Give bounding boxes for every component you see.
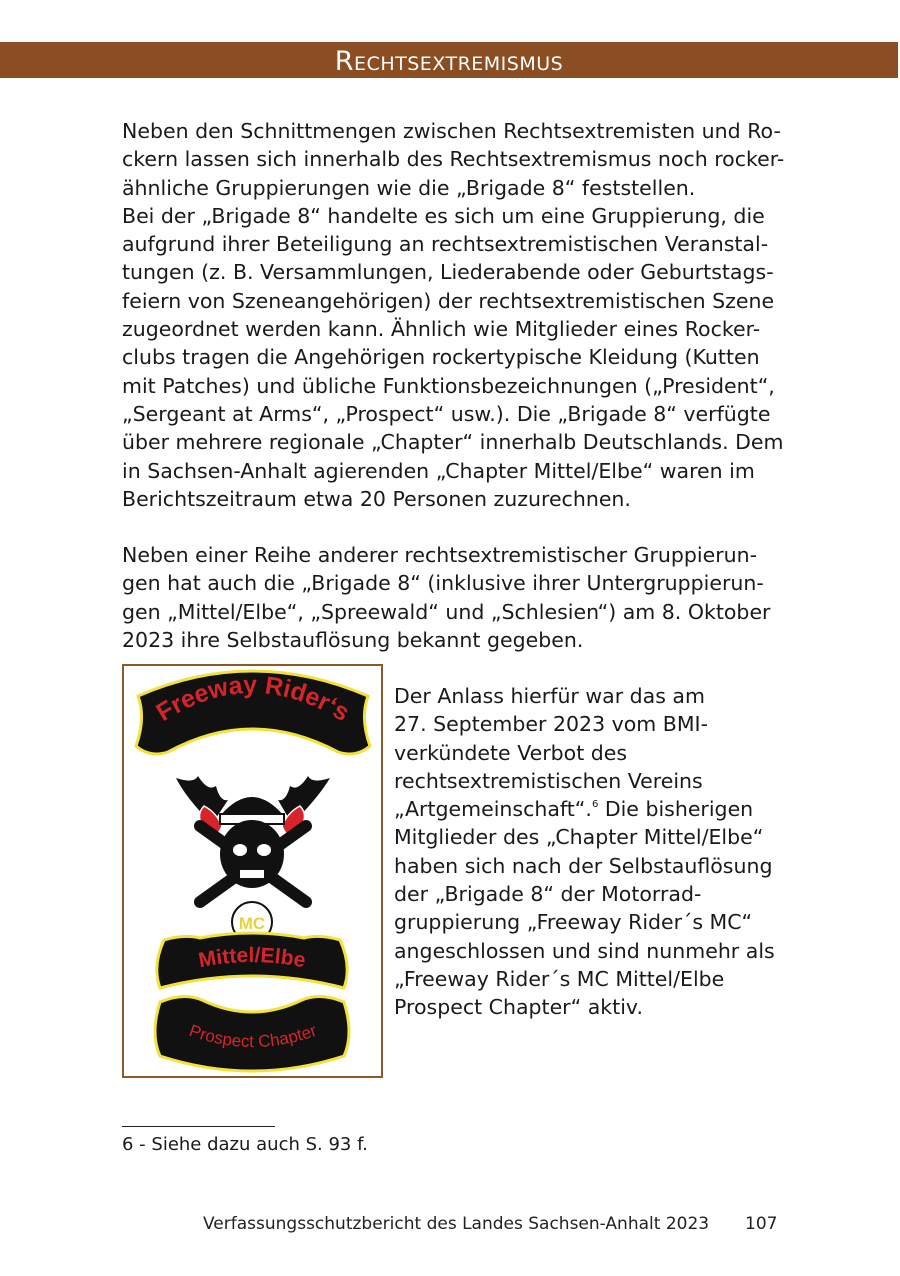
text-line: Berichtszeitraum etwa 20 Personen zuzurechnen.: [122, 486, 631, 511]
text-line: gruppierung „Freeway Rider´s MC“: [394, 910, 753, 935]
paragraph-freeway-riders: [394, 682, 775, 1022]
text-line: mit Patches) und übliche Funktionsbezeichnungen („President“,: [122, 373, 775, 398]
page-title: Rechtsextremismus: [334, 46, 564, 77]
footnote-divider: [122, 1126, 275, 1127]
middle-rocker-text: Mittel/Elbe: [196, 943, 308, 973]
paragraph-self-dissolution: [122, 541, 770, 654]
footnote: 6 - Siehe dazu auch S. 93 f.: [122, 1134, 368, 1155]
text-line: ähnliche Gruppierungen wie die „Brigade 8“ feststellen.: [122, 175, 696, 200]
text-line: Der Anlass hierfür war das am: [394, 684, 705, 708]
text-line: aufgrund ihrer Beteiligung an rechtsextremistischen Veranstal-: [122, 232, 769, 257]
text-line: Neben einer Reihe anderer rechtsextremistischer Gruppierun-: [122, 543, 758, 567]
text-line: clubs tragen die Angehörigen rockertypische Kleidung (Kutten: [122, 345, 760, 370]
page-number: 107: [745, 1214, 778, 1234]
text-line: gen hat auch die „Brigade 8“ (inklusive ihrer Untergruppierun-: [122, 571, 764, 596]
paragraph-brigade-8: [122, 117, 784, 513]
skull-teeth: [240, 870, 264, 878]
text-line: haben sich nach der Selbstauflösung: [394, 853, 773, 878]
skull-eye: [257, 844, 271, 856]
text-line: „Freeway Rider´s MC Mittel/Elbe: [394, 966, 725, 991]
text-line: angeschlossen und sind nunmehr als: [394, 938, 775, 963]
text-line: Neben den Schnittmengen zwischen Rechtsextremisten und Ro-: [122, 119, 781, 143]
footnote-reference[interactable]: 6: [591, 799, 599, 811]
text-line: zugeordnet werden kann. Ähnlich wie Mitglieder eines Rocker-: [122, 317, 761, 342]
header-bar: [0, 42, 898, 78]
text-line: [394, 795, 775, 823]
text-line: Prospect Chapter“ aktiv.: [394, 995, 643, 1020]
text-line: Bei der „Brigade 8“ handelte es sich um eine Gruppierung, die: [122, 203, 765, 228]
text-line: „Sergeant at Arms“, „Prospect“ usw.). Die „Brigade 8“ verfügte: [122, 401, 771, 426]
mc-text: MC: [238, 914, 266, 933]
text-line: verkündete Verbot des: [394, 740, 628, 765]
text-line: tungen (z. B. Versammlungen, Liederabende oder Geburtstags-: [122, 260, 774, 285]
text-line: 2023 ihre Selbstauflösung bekannt gegeben.: [122, 627, 584, 652]
text-line: rechtsextremistischen Vereins: [394, 768, 703, 793]
bottom-rocker-text: Prospect Chapter: [186, 1020, 320, 1052]
text-line: über mehrere regionale „Chapter“ innerhalb Deutschlands. Dem: [122, 430, 784, 455]
text-line: feiern von Szeneangehörigen) der rechtsextremistischen Szene: [122, 288, 775, 313]
text-line: 27. September 2023 vom BMI-: [394, 712, 708, 737]
text-line: der „Brigade 8“ der Motorrad-: [394, 882, 702, 907]
footer-publication: Verfassungsschutzbericht des Landes Sachsen-Anhalt 2023: [203, 1214, 710, 1234]
text-line: in Sachsen-Anhalt agierenden „Chapter Mittel/Elbe“ waren im: [122, 458, 755, 483]
top-rocker-text: Freeway Rider‘s: [151, 670, 355, 728]
text-line: Mitglieder des „Chapter Mittel/Elbe“: [394, 825, 764, 850]
logo-graphic: [124, 666, 381, 1076]
freeway-riders-logo: [122, 664, 383, 1078]
text-segment: Die bisherigen: [598, 797, 754, 822]
text-line: ckern lassen sich innerhalb des Rechtsextremismus noch rocker-: [122, 147, 785, 172]
text-segment: „Artgemeinschaft“.: [394, 797, 592, 822]
text-line: gen „Mittel/Elbe“, „Spreewald“ und „Schlesien“) am 8. Oktober: [122, 599, 771, 624]
skull-eye: [233, 844, 247, 856]
